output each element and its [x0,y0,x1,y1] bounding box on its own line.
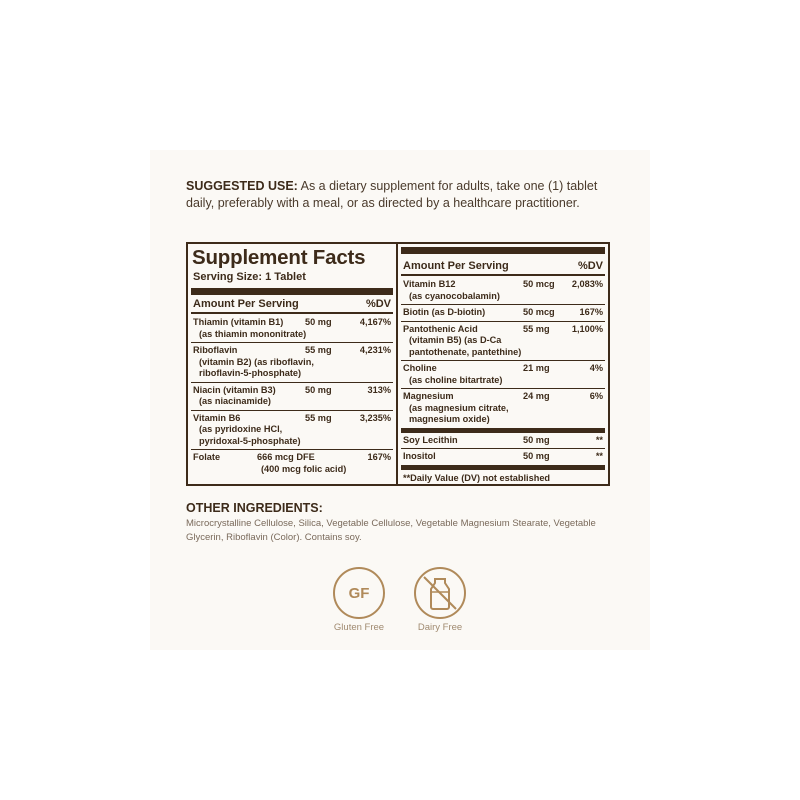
nutrient-name: Riboflavin [193,345,238,355]
nutrient-source: (as niacinamide) [199,396,271,406]
thick-rule [191,288,393,295]
gluten-free-label: Gluten Free [333,622,385,633]
nutrient-note: (400 mcg folic acid) [261,463,347,474]
nutrient-amount: 55 mg [305,345,332,355]
nutrient-amount: 55 mg [305,412,332,423]
nutrient-dv: 3,235% [359,412,391,423]
nutrient-row [403,361,603,388]
header-rule [191,312,393,314]
nutrient-row [193,411,391,450]
header-amount: Amount Per Serving [193,298,299,310]
nutrient-dv: 167% [579,307,603,317]
nutrient-amount: 666 mcg DFE [257,452,315,462]
facts-header [403,259,603,273]
nutrient-name: Soy Lecithin [403,434,458,445]
nutrient-row [403,433,603,449]
nutrient-source: (vitamin B2) (as riboflavin, [199,356,314,367]
nutrient-amount: 50 mcg [523,307,555,317]
nutrient-source: magnesium oxide) [409,414,490,424]
facts-title: Supplement Facts [192,246,366,269]
supplement-facts-table [186,242,610,486]
nutrient-name: Vitamin B6 [193,412,241,423]
nutrient-row [193,383,391,410]
nutrient-row [403,322,603,361]
nutrient-dv: 1,100% [571,323,603,334]
nutrient-amount: 50 mg [305,384,332,395]
thick-rule [401,247,605,254]
thick-rule [401,465,605,470]
nutrient-row [193,450,391,477]
dv-note: **Daily Value (DV) not established [403,472,551,483]
nutrient-source: (as magnesium citrate, [409,402,509,413]
gf-mark: GF [348,585,370,602]
left-rows [188,315,396,477]
nutrient-dv: 2,083% [571,279,603,289]
nutrient-source: (vitamin B5) (as D-Ca [409,335,502,345]
nutrient-row [193,315,391,342]
nutrient-dv: ** [595,451,603,461]
header-amount: Amount Per Serving [403,260,509,272]
nutrient-dv: 4% [589,363,603,373]
dairy-free-icon [413,566,467,620]
suggested-use [186,178,606,211]
nutrient-source: (as thiamin mononitrate) [199,328,307,339]
nutrient-name: Inositol [403,451,436,461]
nutrient-dv: 313% [367,384,391,395]
nutrient-amount: 24 mg [523,391,550,401]
facts-right-column [398,244,608,484]
header-rule [401,274,605,276]
other-ingredients-title: OTHER INGREDIENTS: [186,501,323,515]
nutrient-amount: 50 mcg [523,279,555,289]
nutrient-name: Folate [193,452,221,462]
facts-header [193,297,391,311]
nutrient-name: Vitamin B12 [403,279,456,289]
suggested-use-text: As a dietary supplement for adults, take one (1) tablet daily, preferably with a meal, or as directed by a healthcare practitioner. [186,179,598,210]
nutrient-row [403,277,603,304]
nutrient-dv: 4,231% [359,345,391,355]
header-dv: %DV [365,298,391,310]
nutrient-source: (as pyridoxine HCl, [199,424,283,434]
dairy-free-label: Dairy Free [417,622,463,633]
nutrient-name: Biotin (as D-biotin) [403,307,486,317]
nutrient-dv: 4,167% [359,317,391,327]
facts-left-column [188,244,396,484]
header-dv: %DV [577,260,603,272]
serving-size: Serving Size: 1 Tablet [193,271,306,283]
nutrient-name: Magnesium [403,391,454,401]
other-ingredients-text: Microcrystalline Cellulose, Silica, Vegetable Cellulose, Vegetable Magnesium Stearate, Vegetable Glycerin, Riboflavin (Color). Contains soy. [186,518,596,543]
nutrient-amount: 21 mg [523,363,550,373]
right-rows [398,277,608,428]
gluten-free-icon [332,566,386,620]
nutrient-amount: 55 mg [523,323,550,334]
nutrient-dv: 6% [589,391,603,401]
nutrient-name: Thiamin (vitamin B1) [193,317,284,327]
nutrient-amount: 50 mg [305,317,332,327]
nutrient-row [403,389,603,428]
nutrient-source: pyridoxal-5-phosphate) [199,435,301,446]
nutrient-dv: 167% [367,452,391,462]
nutrient-name: Choline [403,363,437,373]
nutrient-amount: 50 mg [523,434,550,445]
nutrient-source: riboflavin-5-phosphate) [199,368,302,378]
nutrient-dv: ** [595,434,603,445]
nutrient-row [403,305,603,321]
nutrient-name: Pantothenic Acid [403,323,478,334]
nutrient-name: Niacin (vitamin B3) [193,384,276,395]
right-rows-2 [398,433,608,465]
nutrient-row [403,449,603,465]
suggested-use-label: SUGGESTED USE: [186,179,298,193]
nutrient-source: (as cyanocobalamin) [409,290,500,301]
nutrient-row [193,343,391,382]
nutrient-amount: 50 mg [523,451,550,461]
nutrient-source: pantothenate, pantethine) [409,346,522,357]
nutrient-source: (as choline bitartrate) [409,374,503,385]
